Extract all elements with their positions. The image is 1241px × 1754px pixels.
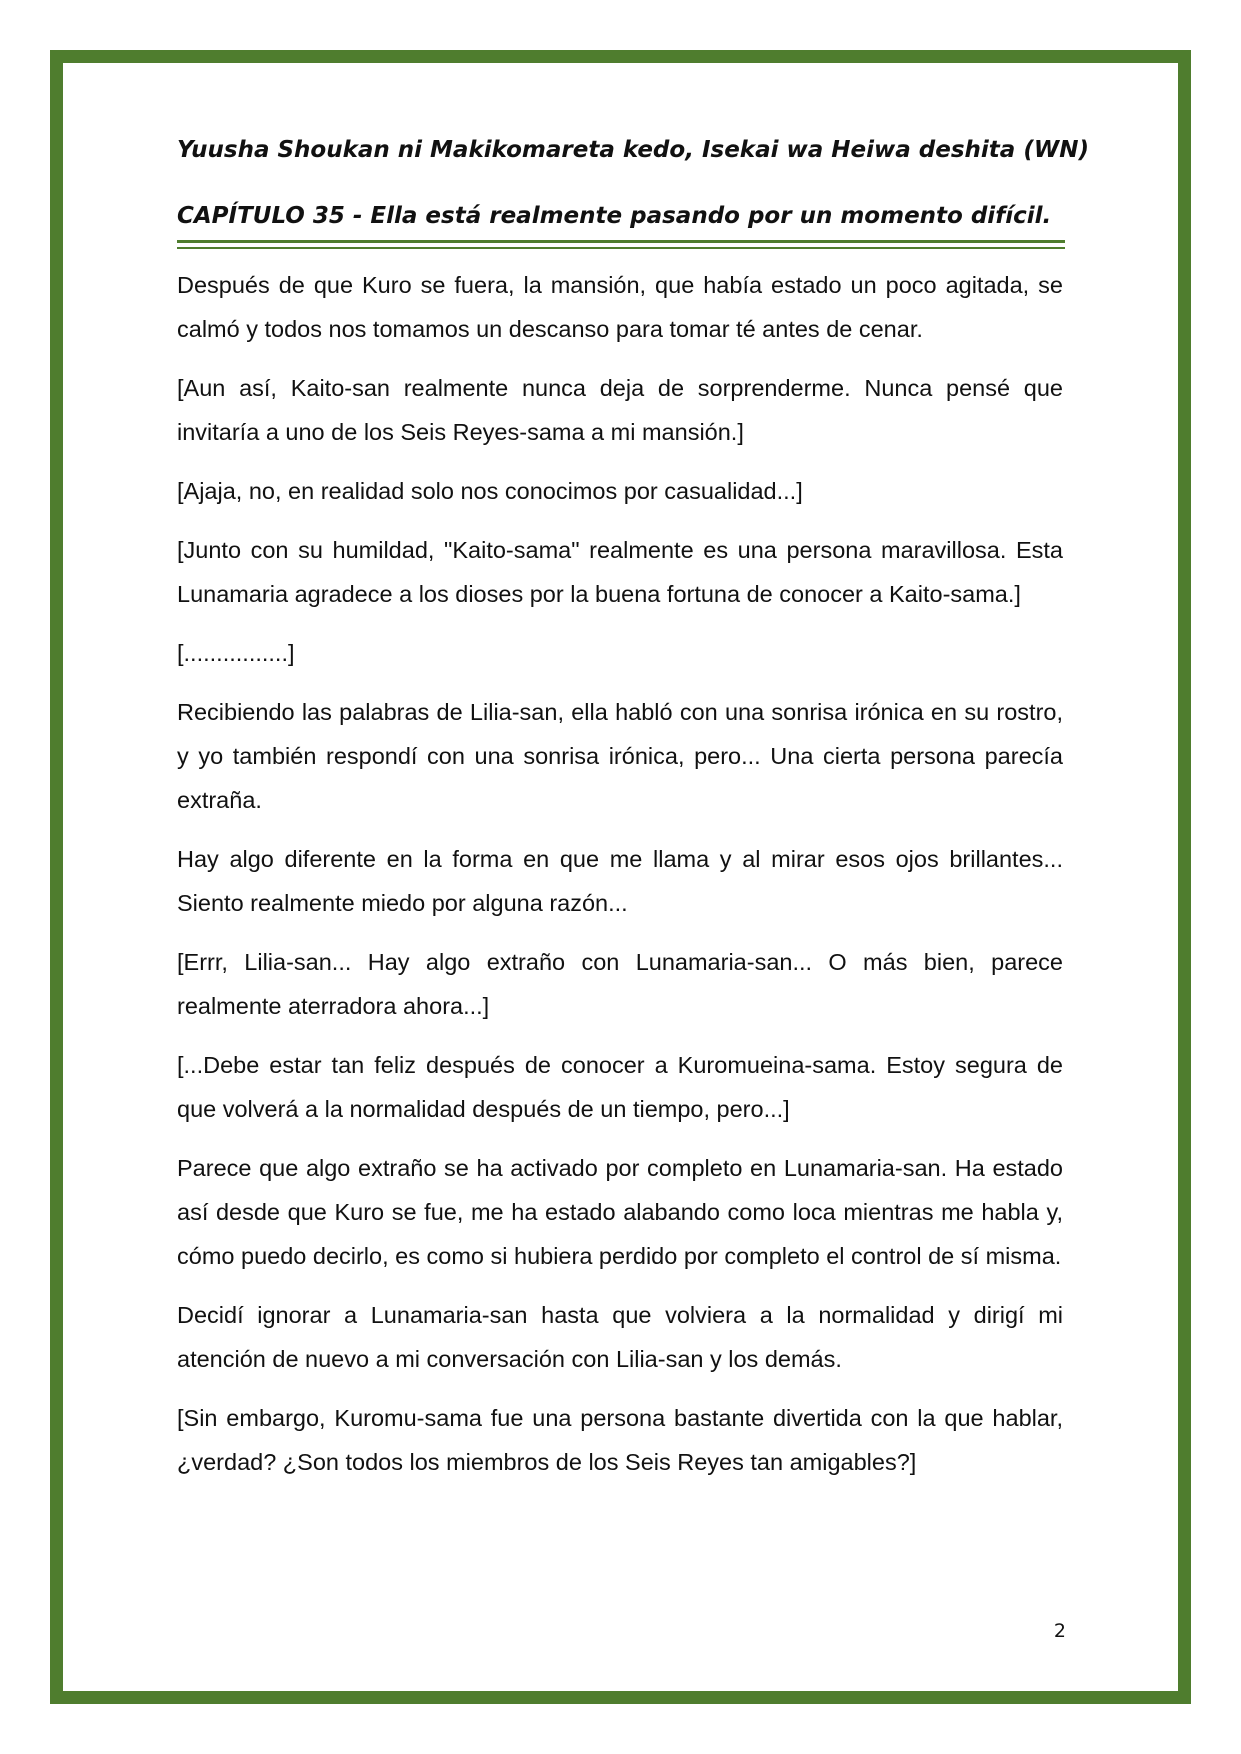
- paragraph: [Ajaja, no, en realidad solo nos conocimos por casualidad...]: [177, 478, 803, 504]
- book-title: Yuusha Shoukan ni Makikomareta kedo, Isekai wa Heiwa deshita (WN): [177, 137, 1089, 163]
- paragraph: Después de que Kuro se fuera, la mansión, que había estado un poco agitada, se calmó y todos nos tomamos un descanso para tomar té antes de cenar.: [177, 272, 1063, 342]
- paragraph: [................]: [177, 640, 295, 666]
- paragraph: Hay algo diferente en la forma en que me llama y al mirar esos ojos brillantes... Siento realmente miedo por alguna razón...: [177, 846, 1063, 916]
- paragraph: [...Debe estar tan feliz después de conocer a Kuromueina-sama. Estoy segura de que volverá a la normalidad después de un tiempo, pero...]: [177, 1052, 1063, 1122]
- paragraph: Decidí ignorar a Lunamaria-san hasta que volviera a la normalidad y dirigí mi atención de nuevo a mi conversación con Lilia-san y los demás.: [177, 1302, 1063, 1372]
- page-number: 2: [1053, 1620, 1066, 1642]
- paragraph: [Junto con su humildad, "Kaito-sama" realmente es una persona maravillosa. Esta Lunamaria agradece a los dioses por la buena fortuna de conocer a Kaito-sama.]: [177, 537, 1063, 607]
- paragraph: Parece que algo extraño se ha activado por completo en Lunamaria-san. Ha estado así desde que Kuro se fue, me ha estado alabando como loca mientras me habla y, cómo puedo decirlo, es como si hubiera perdido por completo el control de sí misma.: [177, 1155, 1063, 1269]
- title-divider: [177, 240, 1065, 249]
- document-content: [177, 130, 1089, 1499]
- paragraph: [Sin embargo, Kuromu-sama fue una persona bastante divertida con la que hablar, ¿verdad? ¿Son todos los miembros de los Seis Reyes tan amigables?]: [177, 1405, 1063, 1475]
- body-text: [177, 263, 1063, 1484]
- paragraph: Recibiendo las palabras de Lilia-san, ella habló con una sonrisa irónica en su rostro, y yo también respondí con una sonrisa irónica, pero... Una cierta persona parecía extraña.: [177, 699, 1063, 813]
- chapter-title: CAPÍTULO 35 - Ella está realmente pasando por un momento difícil.: [177, 203, 1052, 229]
- paragraph: [Errr, Lilia-san... Hay algo extraño con Lunamaria-san... O más bien, parece realmente aterradora ahora...]: [177, 949, 1063, 1019]
- paragraph: [Aun así, Kaito-san realmente nunca deja de sorprenderme. Nunca pensé que invitaría a uno de los Seis Reyes-sama a mi mansión.]: [177, 375, 1063, 445]
